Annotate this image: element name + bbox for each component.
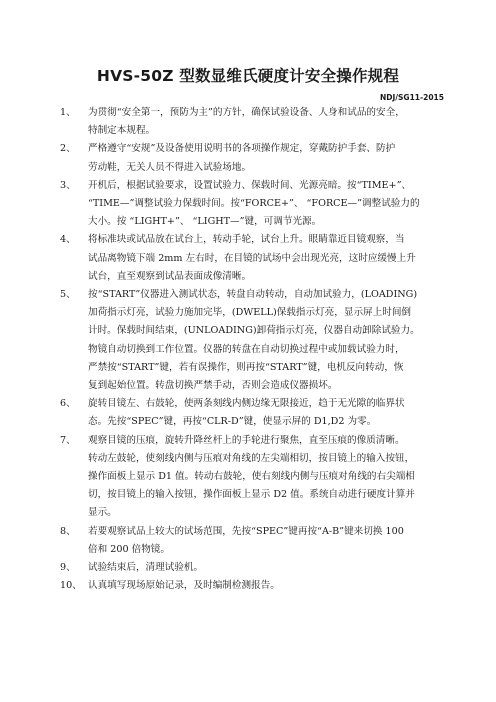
procedure-item-number: 3、 [60, 179, 76, 191]
procedure-item-number: 5、 [60, 289, 76, 301]
procedure-item [60, 432, 440, 523]
procedure-item-text-line: 按“START”仪器进入测试状态，转盘自动转动，自动加试验力，(LOADING) [88, 289, 418, 301]
document-title: HVS-50Z 型数显维氏硬度计安全操作规程 [96, 67, 400, 85]
procedure-item [60, 577, 440, 595]
procedure-item-text-line: 转动左鼓轮，使刻线内侧与压痕对角线的左尖端相切，按目镜上的输入按钮， [88, 452, 415, 464]
procedure-item-text-line: 大小。按 “LIGHT+”、 “LIGHT—”键，可调节光源。 [88, 216, 322, 228]
procedure-item-text-line: 严禁按“START”键，若有误操作，则再按“START”键，电机反向转动，恢 [88, 361, 404, 373]
procedure-item-text-line: 显示。 [88, 507, 117, 519]
procedure-item [60, 286, 440, 395]
procedure-item-text-line: 观察目镜的压痕，旋转升降丝杆上的手轮进行聚焦，直至压痕的像质清晰。 [88, 434, 405, 446]
procedure-item-text-line: 认真填写现场原始记录，及时编制检测报告。 [88, 580, 280, 592]
procedure-item-text-line: 为贯彻“安全第一，预防为主”的方针，确保试验设备、人身和试品的安全， [88, 107, 405, 118]
procedure-item [60, 104, 440, 140]
procedure-item-text-line: 计时。保载时间结束，(UNLOADING)卸荷指示灯亮，仪器自动卸除试验力。 [88, 325, 420, 337]
procedure-item-number: 8、 [60, 525, 76, 537]
procedure-item-number: 6、 [60, 398, 76, 410]
procedure-item-number: 1、 [60, 107, 76, 118]
procedure-item-text-line: “TIME—”调整试验力保载时间。按“FORCE+”、 “FORCE—”调整试验力的 [88, 198, 420, 210]
procedure-item-text-line: 物镜自动切换到工作位置。仪器的转盘在自动切换过程中或加载试验力时， [88, 343, 405, 355]
procedure-item [60, 231, 440, 286]
procedure-item-text-line: 旋转目镜左、右鼓轮，使两条刻线内侧边缘无限接近，趋于无光隙的临界状 [88, 398, 405, 410]
procedure-item-number: 4、 [60, 234, 76, 246]
procedure-item-text-line: 试验结束后，清理试验机。 [88, 562, 204, 574]
procedure-item [60, 523, 440, 559]
procedure-item [60, 559, 440, 577]
procedure-item-text-line: 特制定本规程。 [88, 125, 156, 137]
procedure-item-text-line: 复到起始位置。转盘切换严禁手动，否则会造成仪器损坏。 [88, 380, 338, 392]
procedure-item-text-line: 切，按目镜上的输入按钮，操作面板上显示 D2 值。系统自动进行硬度计算并 [88, 489, 415, 501]
procedure-item-text-line: 将标准块或试品放在试台上，转动手轮，试台上升。眼睛靠近目镜观察，当 [88, 234, 405, 246]
procedure-item [60, 177, 440, 232]
procedure-item [60, 140, 440, 176]
procedure-item-text-line: 严格遵守“安规”及设备使用说明书的各项操作规定，穿戴防护手套、防护 [88, 143, 396, 155]
procedure-item-text-line: 若要观察试品上较大的试场范围，先按“SPEC”键再按“A-B”键来切换 100 [88, 525, 404, 537]
document-number: NDJ/SG11-2015 [379, 93, 444, 102]
procedure-item-text-line: 倍和 200 倍物镜。 [88, 543, 170, 555]
procedure-item-number: 7、 [60, 434, 76, 446]
procedure-item-text-line: 劳动鞋，无关人员不得进入试验场地。 [88, 161, 252, 173]
procedure-item-number: 2、 [60, 143, 76, 155]
procedure-item-text-line: 开机后，根据试验要求，设置试验力、保载时间、光源亮暗。按“TIME+”、 [88, 179, 412, 191]
procedure-item-number: 9、 [60, 562, 76, 574]
procedure-item-text-line: 试台，直至观察到试品表面成像清晰。 [88, 270, 252, 282]
procedure-item-text-line: 试品离物镜下端 2mm 左右时，在目镜的试场中会出现光亮，这时应缓慢上升 [88, 252, 416, 264]
procedure-item-number: 10、 [60, 580, 82, 592]
procedure-item-text-line: 态。先按“SPEC”键，再按“CLR-D”键，使显示屏的 D1,D2 为零。 [88, 416, 377, 428]
procedure-item [60, 395, 440, 431]
procedure-list [60, 104, 440, 595]
procedure-item-text-line: 操作面板上显示 D1 值。转动右鼓轮，使右刻线内侧与压痕对角线的右尖端相 [88, 471, 415, 483]
procedure-item-text-line: 加荷指示灯亮，试验力施加完毕，(DWELL)保载指示灯亮，显示屏上时间倒 [88, 307, 412, 319]
